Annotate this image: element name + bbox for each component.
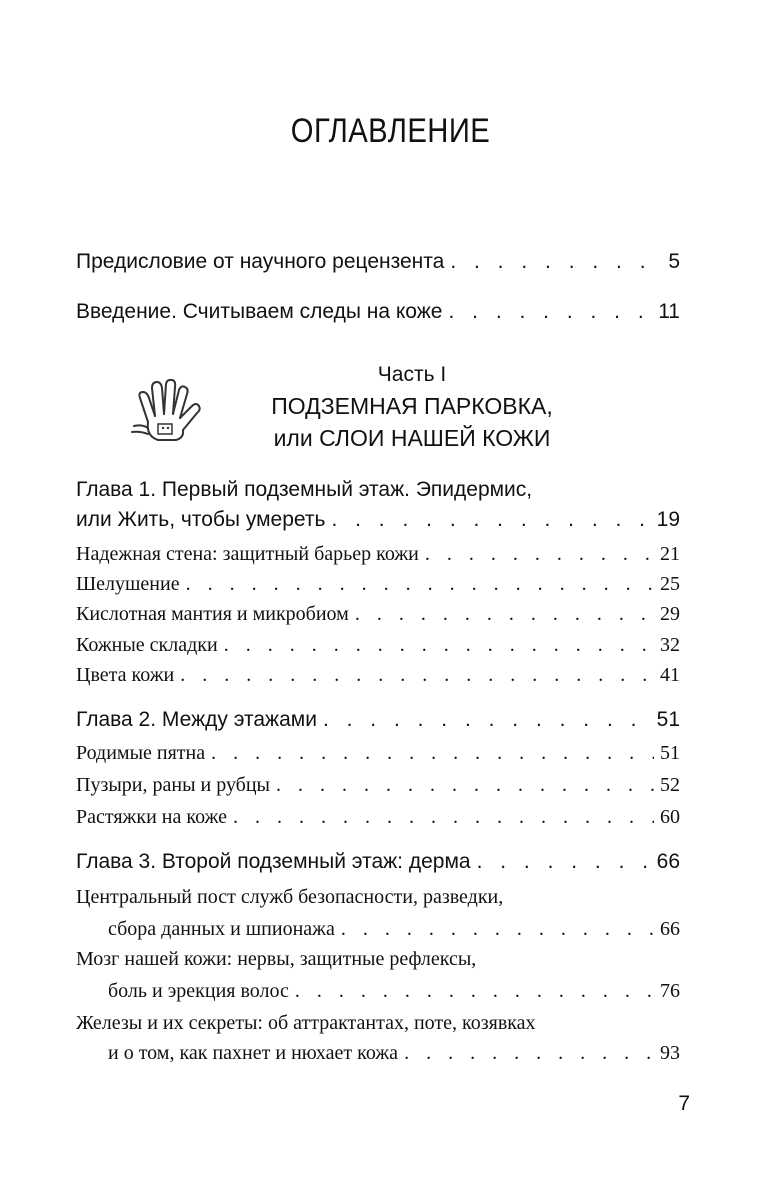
toc-entry-title: Кислотная мантия и микробиом [76,603,349,625]
leader-dots [355,603,654,626]
leader-dots [211,742,654,765]
part-title-line2: или СЛОИ НАШЕЙ КОЖИ [273,425,551,451]
toc-entry-title: Шелушение [76,573,180,595]
toc-entry-page: 66 [656,850,680,873]
toc-entry-title: и о том, как пахнет и нюхает кожа [108,1042,399,1064]
toc-entry-title: или Жить, чтобы умереть [76,508,326,531]
leader-dots [477,850,651,874]
page-number: 7 [678,1092,690,1115]
toc-entry-page: 93 [660,1042,680,1064]
toc-entry-title: сбора данных и шпионажа [108,918,335,940]
toc-section-line1[interactable]: Железы и их секреты: об аттрактантах, поте, козявках [76,1012,536,1034]
toc-entry-title: Цвета кожи [76,664,175,686]
part-label: Часть I [377,363,447,386]
leader-dots [425,543,654,566]
leader-dots [295,980,654,1003]
toc-entry-chapter1[interactable] [76,508,680,532]
leader-dots [186,573,654,596]
leader-dots [404,1042,654,1065]
toc-entry-title: Предисловие от научного рецензента [76,250,445,273]
leader-dots [276,774,654,797]
chapter1-title-line1[interactable]: Глава 1. Первый подземный этаж. Эпидермис, [76,478,533,501]
toc-entry-section[interactable] [76,634,680,657]
toc-entry-page: 25 [660,573,680,595]
toc-entry-title: Родимые пятна [76,742,206,764]
toc-entry-section[interactable] [108,918,680,941]
toc-entry-section[interactable] [76,664,680,687]
toc-entry-page: 5 [668,250,680,273]
leader-dots [450,250,662,274]
toc-entry-title: Кожные складки [76,634,218,656]
toc-entry-section[interactable] [108,980,680,1003]
toc-entry-page: 29 [660,603,680,625]
toc-entry-title: Введение. Считываем следы на коже [76,300,443,323]
toc-entry-page: 32 [660,634,680,656]
leader-dots [180,664,654,687]
toc-entry-section[interactable] [76,742,680,765]
leader-dots [224,634,654,657]
toc-entry-title: Растяжки на коже [76,806,228,828]
page-title: ОГЛАВЛЕНИЕ [290,112,491,150]
toc-section-line1[interactable]: Мозг нашей кожи: нервы, защитные рефлексы, [76,948,477,970]
toc-entry-chapter3[interactable] [76,850,680,874]
leader-dots [341,918,654,941]
toc-entry-section[interactable] [108,1042,680,1065]
toc-entry-page: 51 [660,742,680,764]
toc-entry-section[interactable] [76,603,680,626]
toc-entry-page: 60 [660,806,680,828]
toc-entry-section[interactable] [76,774,680,797]
toc-entry-title: Надежная стена: защитный барьер кожи [76,543,419,565]
toc-entry-page: 41 [660,664,680,686]
toc-entry-title: Глава 3. Второй подземный этаж: дерма [76,850,471,873]
toc-entry-preface[interactable] [76,250,680,274]
toc-entry-title: Пузыри, раны и рубцы [76,774,270,796]
toc-section-line1[interactable]: Центральный пост служб безопасности, разведки, [76,886,504,908]
toc-entry-title: Глава 2. Между этажами [76,708,317,731]
toc-entry-introduction[interactable] [76,300,680,324]
toc-entry-section[interactable] [76,806,680,829]
part-heading [232,360,592,454]
leader-dots [331,508,650,532]
leader-dots [448,300,652,324]
toc-entry-page: 11 [658,300,680,323]
toc-entry-page: 21 [660,543,680,565]
toc-entry-chapter2[interactable] [76,708,680,732]
hand-illustration [128,376,208,448]
toc-entry-section[interactable] [76,543,680,566]
part-title-line1: ПОДЗЕМНАЯ ПАРКОВКА, [271,393,553,419]
toc-entry-page: 66 [660,918,680,940]
toc-entry-page: 19 [656,508,680,531]
leader-dots [233,806,654,829]
leader-dots [323,708,651,732]
toc-entry-section[interactable] [76,573,680,596]
toc-entry-page: 51 [656,708,680,731]
toc-entry-page: 52 [660,774,680,796]
toc-entry-title: боль и эрекция волос [108,980,289,1002]
toc-entry-page: 76 [660,980,680,1002]
